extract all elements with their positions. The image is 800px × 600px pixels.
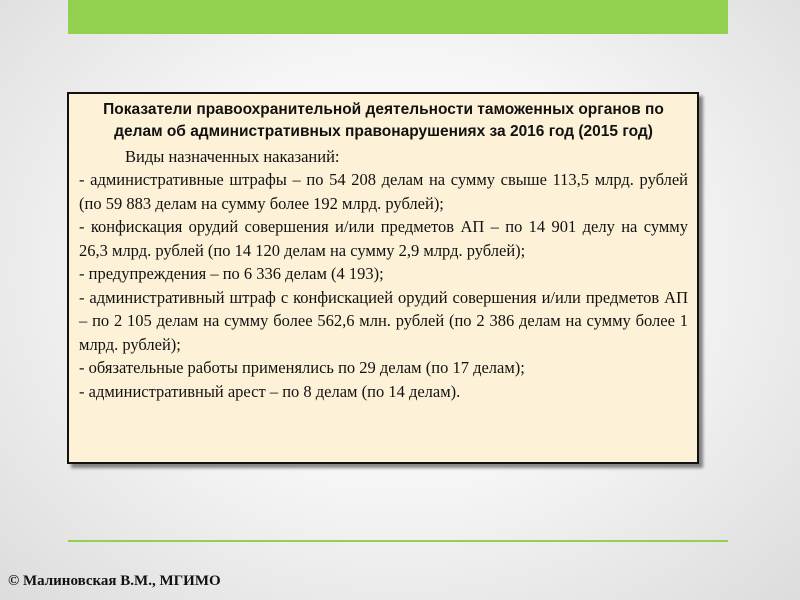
punishment-list: [79, 168, 688, 403]
list-item: - предупреждения – по 6 336 делам (4 193);: [79, 264, 384, 283]
bottom-divider: [68, 540, 728, 542]
content-box: [67, 92, 699, 464]
list-item: - обязательные работы применялись по 29 делам (по 17 делам);: [79, 358, 525, 377]
box-title: Показатели правоохранительной деятельности таможенных органов по делам об административных правонарушениях за 2016 год (2015 год): [103, 101, 664, 140]
list-item: - административный штраф с конфискацией орудий совершения и/или предметов АП – по 2 105 делам на сумму более 562,6 млн. рублей (по 2 386 делам на сумму более 1 млрд. рублей);: [79, 287, 688, 354]
footer-copyright: © Малиновская В.М., МГИМО: [8, 573, 221, 589]
box-subtitle: Виды назначенных наказаний:: [125, 147, 340, 166]
top-accent-bar: [68, 0, 728, 34]
list-item: - конфискация орудий совершения и/или предметов АП – по 14 901 делу на сумму 26,3 млрд. рублей (по 14 120 делам на сумму 2,9 млрд. рублей);: [79, 217, 688, 260]
list-item: - административные штрафы – по 54 208 делам на сумму свыше 113,5 млрд. рублей (по 59 883 делам на сумму более 192 млрд. рублей);: [79, 170, 688, 213]
list-item: - административный арест – по 8 делам (по 14 делам).: [79, 381, 461, 401]
